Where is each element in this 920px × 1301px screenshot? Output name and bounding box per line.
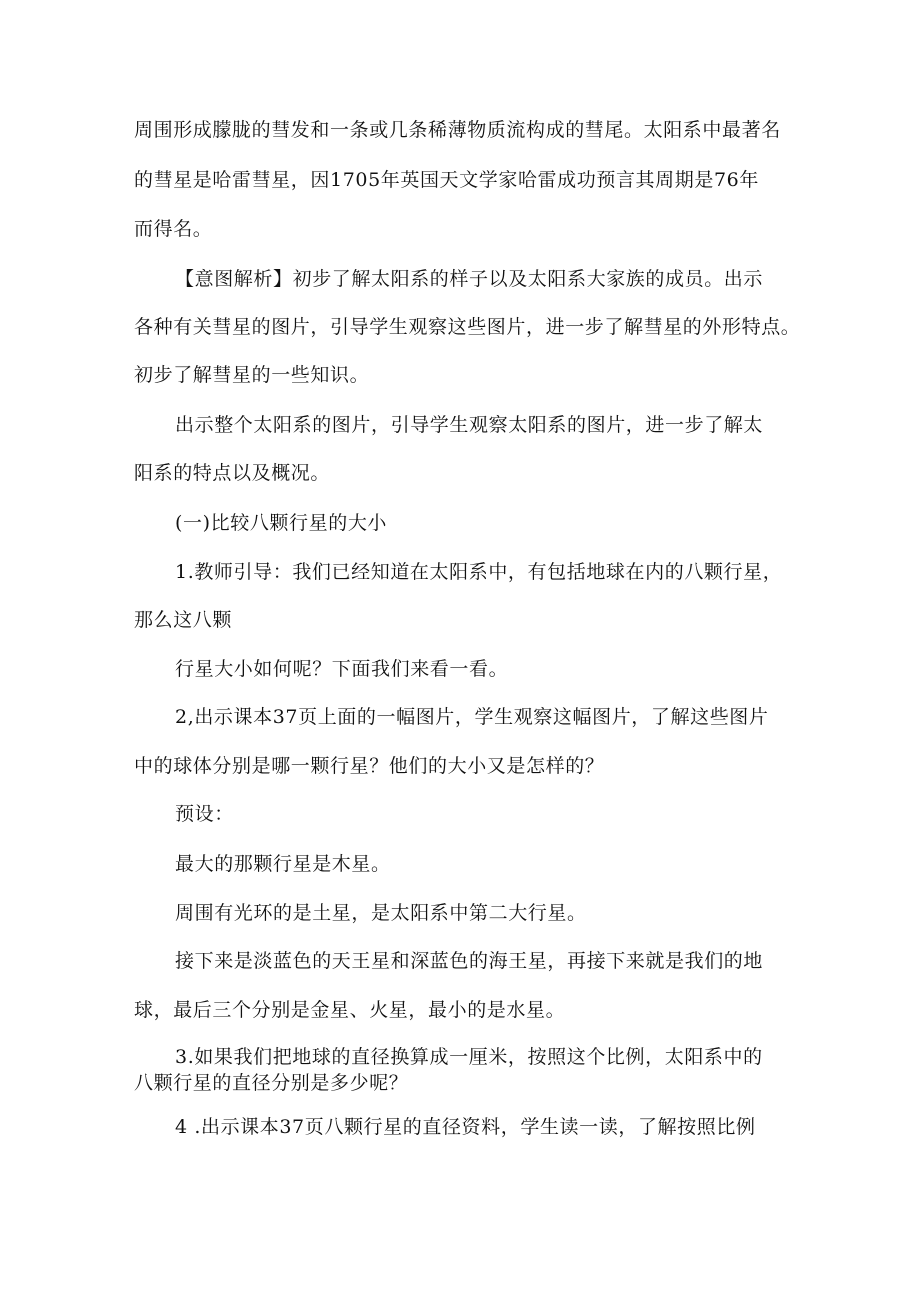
- paragraph-step3-line-1: 3.如果我们把地球的直径换算成一厘米，按照这个比例，太阳系中的: [175, 1046, 763, 1068]
- paragraph-solar-system-line-1: 出示整个太阳系的图片，引导学生观察太阳系的图片，进一步了解太: [175, 414, 764, 436]
- paragraph-step1-continued: 行星大小如何呢？下面我们来看一看。: [175, 658, 509, 680]
- paragraph-step1-line-1: 1.教师引导：我们已经知道在太阳系中，有包括地球在内的八颗行星，: [175, 561, 783, 583]
- paragraph-step3-line-2: 八颗行星的直径分别是多少呢？: [134, 1072, 409, 1094]
- paragraph-solar-system-line-2: 阳系的特点以及概况。: [134, 462, 331, 484]
- paragraph-comet-line-3: 而得名。: [134, 218, 213, 240]
- paragraph-planets-order-line-1: 接下来是淡蓝色的天王星和深蓝色的海王星，再接下来就是我们的地: [175, 950, 764, 972]
- paragraph-intent-line-1: 【意图解析】初步了解太阳系的样子以及太阳系大家族的成员。出示: [175, 268, 764, 290]
- paragraph-step4-line-1: 4 .出示课本37页八颗行星的直径资料，学生读一读，了解按照比例: [175, 1116, 756, 1138]
- paragraph-intent-line-3: 初步了解彗星的一些知识。: [134, 364, 370, 386]
- paragraph-step2-line-2: 中的球体分别是哪一颗行星？他们的大小又是怎样的？: [134, 755, 605, 777]
- paragraph-comet-line-2: 的彗星是哈雷彗星，因1705年英国天文学家哈雷成功预言其周期是76年: [134, 169, 759, 191]
- paragraph-step1-line-2: 那么这八颗: [134, 609, 233, 631]
- paragraph-comet-line-1: 周围形成朦胧的彗发和一条或几条稀薄物质流构成的彗尾。太阳系中最著名: [134, 119, 781, 141]
- paragraph-planets-order-line-2: 球，最后三个分别是金星、火星，最小的是水星。: [134, 999, 566, 1021]
- paragraph-preset-label: 预设：: [175, 803, 234, 825]
- paragraph-jupiter: 最大的那颗行星是木星。: [175, 853, 391, 875]
- paragraph-intent-line-2: 各种有关彗星的图片，引导学生观察这些图片，进一步了解彗星的外形特点。: [134, 316, 801, 338]
- paragraph-step2-line-1: 2,出示课本37页上面的一幅图片，学生观察这幅图片，了解这些图片: [175, 706, 769, 728]
- section-heading: (一)比较八颗行星的大小: [175, 512, 388, 534]
- paragraph-saturn: 周围有光环的是土星，是太阳系中第二大行星。: [175, 902, 587, 924]
